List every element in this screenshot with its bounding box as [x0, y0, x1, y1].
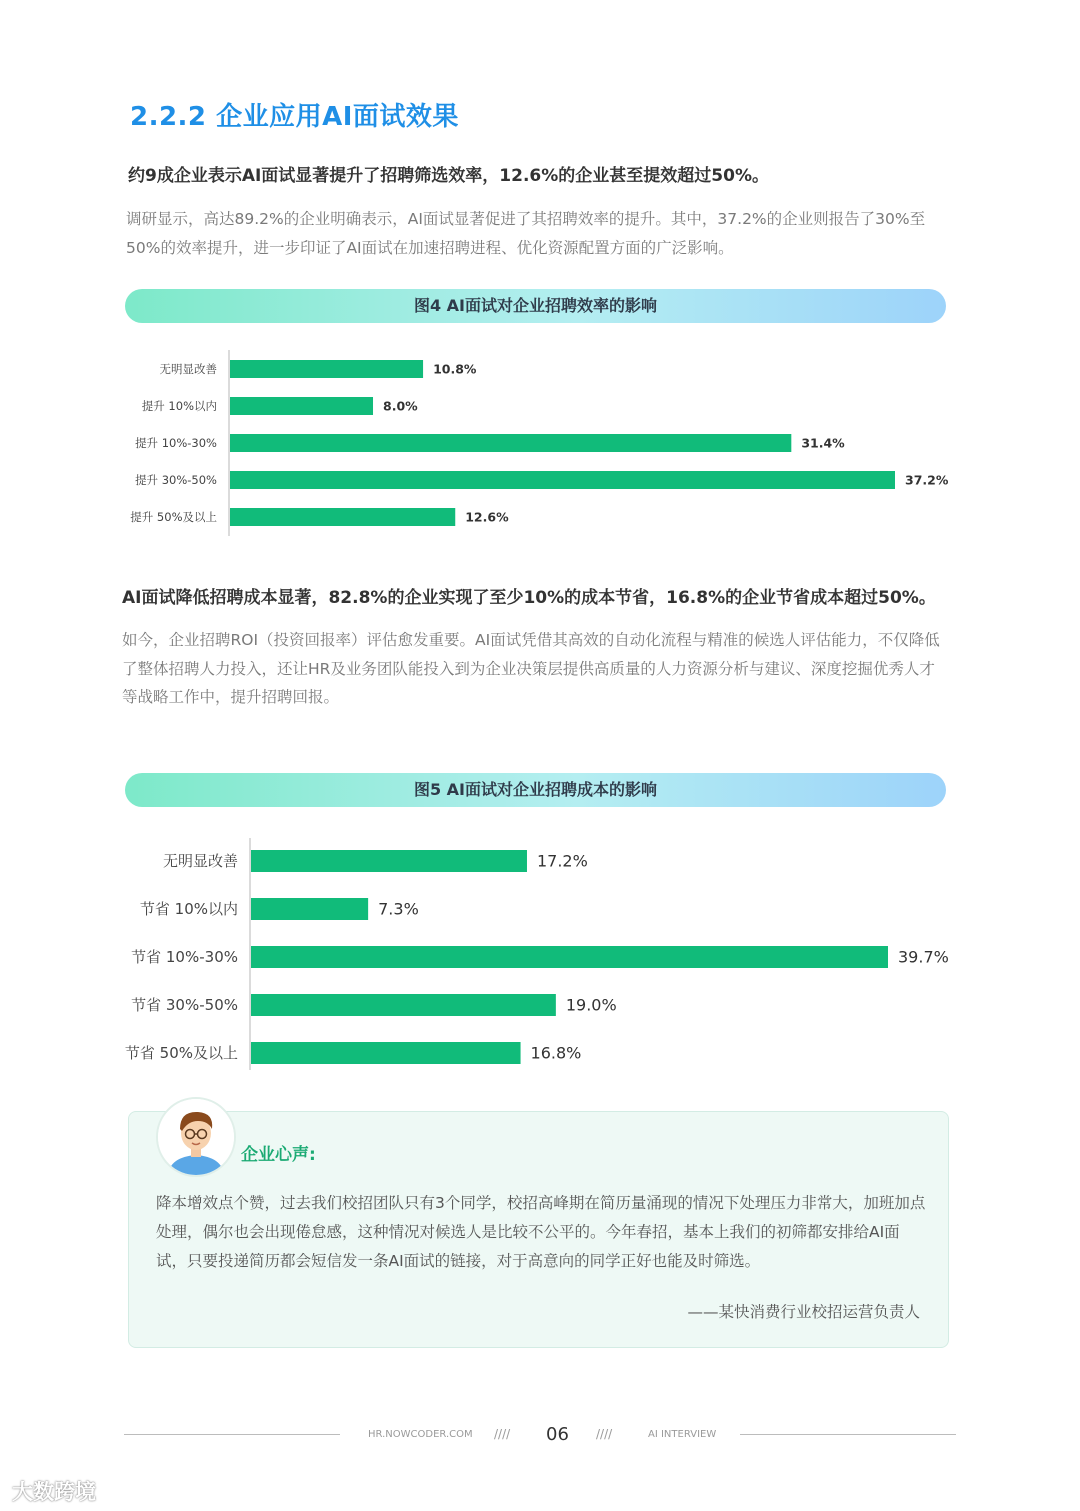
- efficiency-bar-chart: [0, 340, 1080, 540]
- value-label: 8.0%: [383, 398, 418, 414]
- chart-title-banner: [125, 289, 946, 323]
- category-label: 节省 10%以内: [139, 900, 238, 918]
- footer-separator: ////: [596, 1427, 613, 1441]
- quote-text: 降本增效点个赞，过去我们校招团队只有3个同学，校招高峰期在简历量涌现的情况下处理压力非常大，加班加点处理，偶尔也会出现倦怠感，这种情况对候选人是比较不公平的。今年春招，基本上我们的初筛都安排给AI面试，只要投递简历都会短信发一条AI面试的链接，对于高意向的同学正好也能及时筛选。: [156, 1194, 926, 1270]
- category-label: 提升 10%以内: [141, 399, 217, 413]
- watermark-logo: [12, 1476, 96, 1506]
- value-label: 17.2%: [536, 851, 588, 871]
- category-label: 无明显改善: [162, 852, 238, 870]
- value-label: 39.7%: [898, 947, 949, 967]
- footer-separator: ////: [494, 1427, 511, 1441]
- chart-title-banner: [125, 773, 946, 807]
- bar: [230, 434, 791, 452]
- category-label: 节省 50%及以上: [124, 1044, 238, 1062]
- bar: [230, 471, 895, 489]
- lead-efficiency: 约9成企业表示AI面试显著提升了招聘筛选效率，12.6%的企业甚至提效超过50%。: [128, 166, 769, 186]
- bar: [251, 1042, 521, 1064]
- quote-signature: ——某快消费行业校招运营负责人: [687, 1303, 920, 1321]
- lead-cost: AI面试降低招聘成本显著，82.8%的企业实现了至少10%的成本节省，16.8%的企业节省成本超过50%。: [122, 588, 936, 608]
- page-number: 06: [546, 1424, 569, 1445]
- paragraph-cost: 如今，企业招聘ROI（投资回报率）评估愈发重要。AI面试凭借其高效的自动化流程与精准的候选人评估能力，不仅降低了整体招聘人力投入，还让HR及业务团队能投入到为企业决策层提供高质量的人力资源分析与建议、深度挖掘优秀人才等战略工作中，提升招聘回报。: [122, 631, 940, 706]
- category-label: 无明显改善: [159, 362, 217, 376]
- value-label: 12.6%: [465, 509, 509, 525]
- value-label: 31.4%: [801, 435, 845, 451]
- category-label: 节省 30%-50%: [131, 996, 238, 1014]
- cost-bar-chart: [0, 830, 1080, 1080]
- category-label: 提升 30%-50%: [135, 473, 217, 487]
- bar: [251, 898, 368, 920]
- watermark-text: 大数跨境: [12, 1480, 96, 1504]
- chart-title: 图5 AI面试对企业招聘成本的影响: [413, 780, 658, 799]
- avatar: [156, 1097, 236, 1177]
- bar: [230, 508, 455, 526]
- footer-divider: [740, 1434, 956, 1435]
- footer-site: HR.NOWCODER.COM: [368, 1429, 473, 1440]
- bar: [230, 397, 373, 415]
- footer-divider: [124, 1434, 340, 1435]
- quote-title: 企业心声:: [241, 1145, 316, 1165]
- value-label: 16.8%: [530, 1043, 582, 1063]
- value-label: 7.3%: [378, 899, 419, 919]
- value-label: 37.2%: [905, 472, 949, 488]
- bar: [251, 946, 888, 968]
- category-label: 提升 50%及以上: [130, 510, 217, 524]
- bar: [230, 360, 423, 378]
- bar: [251, 850, 527, 872]
- category-label: 提升 10%-30%: [135, 436, 217, 450]
- value-label: 19.0%: [565, 995, 617, 1015]
- value-label: 10.8%: [433, 361, 477, 377]
- section-title: 2.2.2 企业应用AI面试效果: [130, 102, 459, 132]
- chart-title: 图4 AI面试对企业招聘效率的影响: [413, 296, 658, 315]
- category-label: 节省 10%-30%: [131, 948, 238, 966]
- bar: [251, 994, 556, 1016]
- person-avatar-icon: [158, 1099, 234, 1175]
- paragraph-efficiency: 调研显示，高达89.2%的企业明确表示，AI面试显著促进了其招聘效率的提升。其中，37.2%的企业则报告了30%至50%的效率提升，进一步印证了AI面试在加速招聘进程、优化资源配置方面的广泛影响。: [126, 210, 926, 257]
- footer-tag: AI INTERVIEW: [648, 1429, 717, 1440]
